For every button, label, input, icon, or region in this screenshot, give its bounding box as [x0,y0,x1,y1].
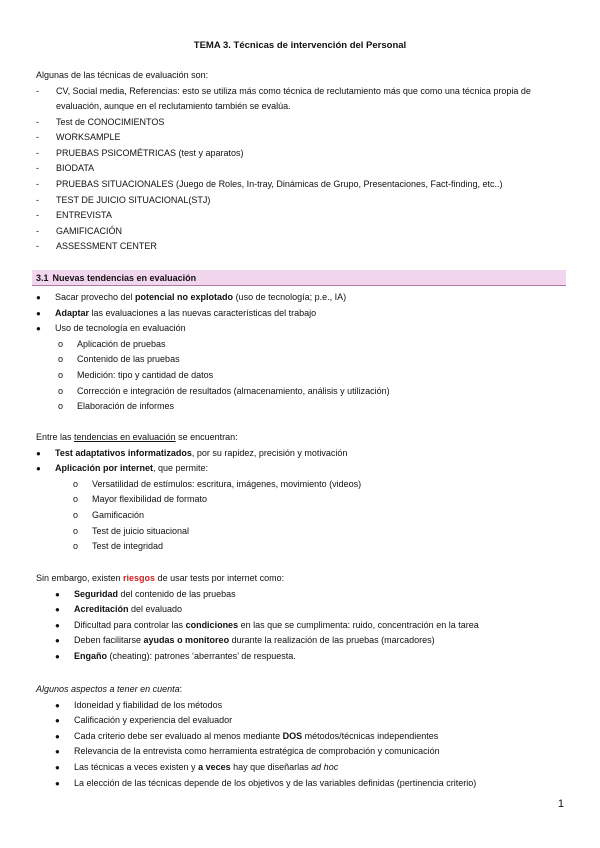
list-item: - ENTREVISTA [36,208,566,224]
tendencias-intro: Entre las tendencias en evaluación se encuentran: [36,432,238,442]
list-item: ● Calificación y experiencia del evaluador [36,713,566,729]
bullet-marker: ● [55,778,60,788]
dash-marker: - [36,194,39,205]
sub-marker: o [58,385,64,396]
dash-marker: - [36,225,39,236]
sub-list-item: o Gamificación [36,508,566,524]
list-item: ● Engaño (cheating): patrones ‘aberrantes’ de respuesta. [36,649,566,665]
sub-marker: o [73,494,79,505]
tendencias-block [36,430,566,555]
sub-marker: o [58,401,64,412]
sub-marker: o [73,478,79,489]
sub-list-item: o Mayor flexibilidad de formato [36,492,566,508]
list-item: ● Las técnicas a veces existen y a veces hay que diseñarlas ad hoc [36,760,566,776]
dash-marker: - [36,241,39,252]
bullet-marker: ● [36,464,41,474]
bullet-marker: ● [55,747,60,757]
sub-list-item: o Test de integridad [36,539,566,555]
sub-list-item: o Corrección e integración de resultados (almacenamiento, análisis y utilización) [36,384,566,400]
dash-marker: - [36,147,39,158]
bullet-marker: ● [55,716,60,726]
sub-list-item: o Aplicación de pruebas [36,337,566,353]
list-item: ● Uso de tecnología en evaluación [36,321,566,337]
list-item: ● Relevancia de la entrevista como herramienta estratégica de comprobación y comunicación [36,744,566,760]
dash-marker: - [36,116,39,127]
aspectos-intro: Algunos aspectos a tener en cuenta: [36,684,183,694]
bullet-marker: ● [55,700,60,710]
aspectos-block [36,682,566,791]
list-item: - GAMIFICACIÓN [36,224,566,240]
riesgos-block [36,571,566,665]
dash-marker: - [36,210,39,221]
list-item: ● Acreditación del evaluado [36,602,566,618]
dash-marker: - [36,85,39,96]
bullet-marker: ● [36,448,41,458]
list-item: ● Deben facilitarse ayudas o monitoreo durante la realización de las pruebas (marcadores) [36,633,566,649]
bullet-marker: ● [36,308,41,318]
sub-marker: o [73,525,79,536]
list-item: ● Sacar provecho del potencial no explotado (uso de tecnología; p.e., IA) [36,290,566,306]
bullet-marker: ● [55,605,60,615]
sub-list-item: o Test de juicio situacional [36,524,566,540]
bullet-marker: ● [55,731,60,741]
list-item: ● Aplicación por internet, que permite: [36,461,566,477]
bullet-marker: ● [55,620,60,630]
bullet-marker: ● [55,762,60,772]
sub-marker: o [58,338,64,349]
sub-list-item: o Contenido de las pruebas [36,352,566,368]
techniques-intro: Algunas de las técnicas de evaluación son: [36,70,209,80]
sub-marker: o [73,509,79,520]
list-item: ● Adaptar las evaluaciones a las nuevas características del trabajo [36,306,566,322]
list-item: ● La elección de las técnicas depende de los objetivos y de las variables definidas (pertinencia criterio) [36,776,566,792]
section-heading [32,270,566,286]
trends-block [36,290,566,415]
list-item: - CV, Social media, Referencias: esto se utiliza más como técnica de reclutamiento más que como una técnica propia de evaluación, aunque en el reclutamiento también se evalúa. [36,85,531,112]
list-item: ● Seguridad del contenido de las pruebas [36,587,566,603]
page-number: 1 [557,798,564,810]
page-title: TEMA 3. Técnicas de intervención del Personal [193,40,407,51]
sub-list-item: o Elaboración de informes [36,399,566,415]
techniques-block [36,68,566,255]
list-item: - ASSESSMENT CENTER [36,239,566,255]
riesgos-intro: Sin embargo, existen riesgos de usar tests por internet como: [36,573,285,583]
section-number: 3.1 [36,273,49,283]
list-item: - PRUEBAS PSICOMÉTRICAS (test y aparatos) [36,146,566,162]
list-item: - Test de CONOCIMIENTOS [36,115,566,131]
bullet-marker: ● [36,324,41,334]
sub-list-item: o Medición: tipo y cantidad de datos [36,368,566,384]
dash-marker: - [36,132,39,143]
bullet-marker: ● [36,293,41,302]
bullet-marker: ● [55,651,60,661]
dash-marker: - [36,178,39,189]
bullet-marker: ● [55,589,60,599]
list-item: ● Test adaptativos informatizados, por su rapidez, precisión y motivación [36,446,566,462]
list-item: ● Idoneidad y fiabilidad de los métodos [36,698,566,714]
list-item: - PRUEBAS SITUACIONALES (Juego de Roles, In-tray, Dinámicas de Grupo, Presentaciones, Fact-finding, etc..) [36,177,566,193]
sub-marker: o [73,541,79,552]
list-item: ● Cada criterio debe ser evaluado al menos mediante DOS métodos/técnicas independientes [36,729,566,745]
list-item: - BIODATA [36,161,566,177]
dash-marker: - [36,163,39,174]
list-item: ● Dificultad para controlar las condiciones en las que se cumplimenta: ruido, concentración en la tarea [36,618,566,634]
sub-marker: o [58,369,64,380]
list-item: - TEST DE JUICIO SITUACIONAL(STJ) [36,193,566,209]
sub-list-item: o Versatilidad de estímulos: escritura, imágenes, movimiento (videos) [36,477,566,493]
bullet-marker: ● [55,636,60,646]
sub-marker: o [58,354,64,365]
list-item: - WORKSAMPLE [36,130,566,146]
section-title: Nuevas tendencias en evaluación [52,273,197,283]
